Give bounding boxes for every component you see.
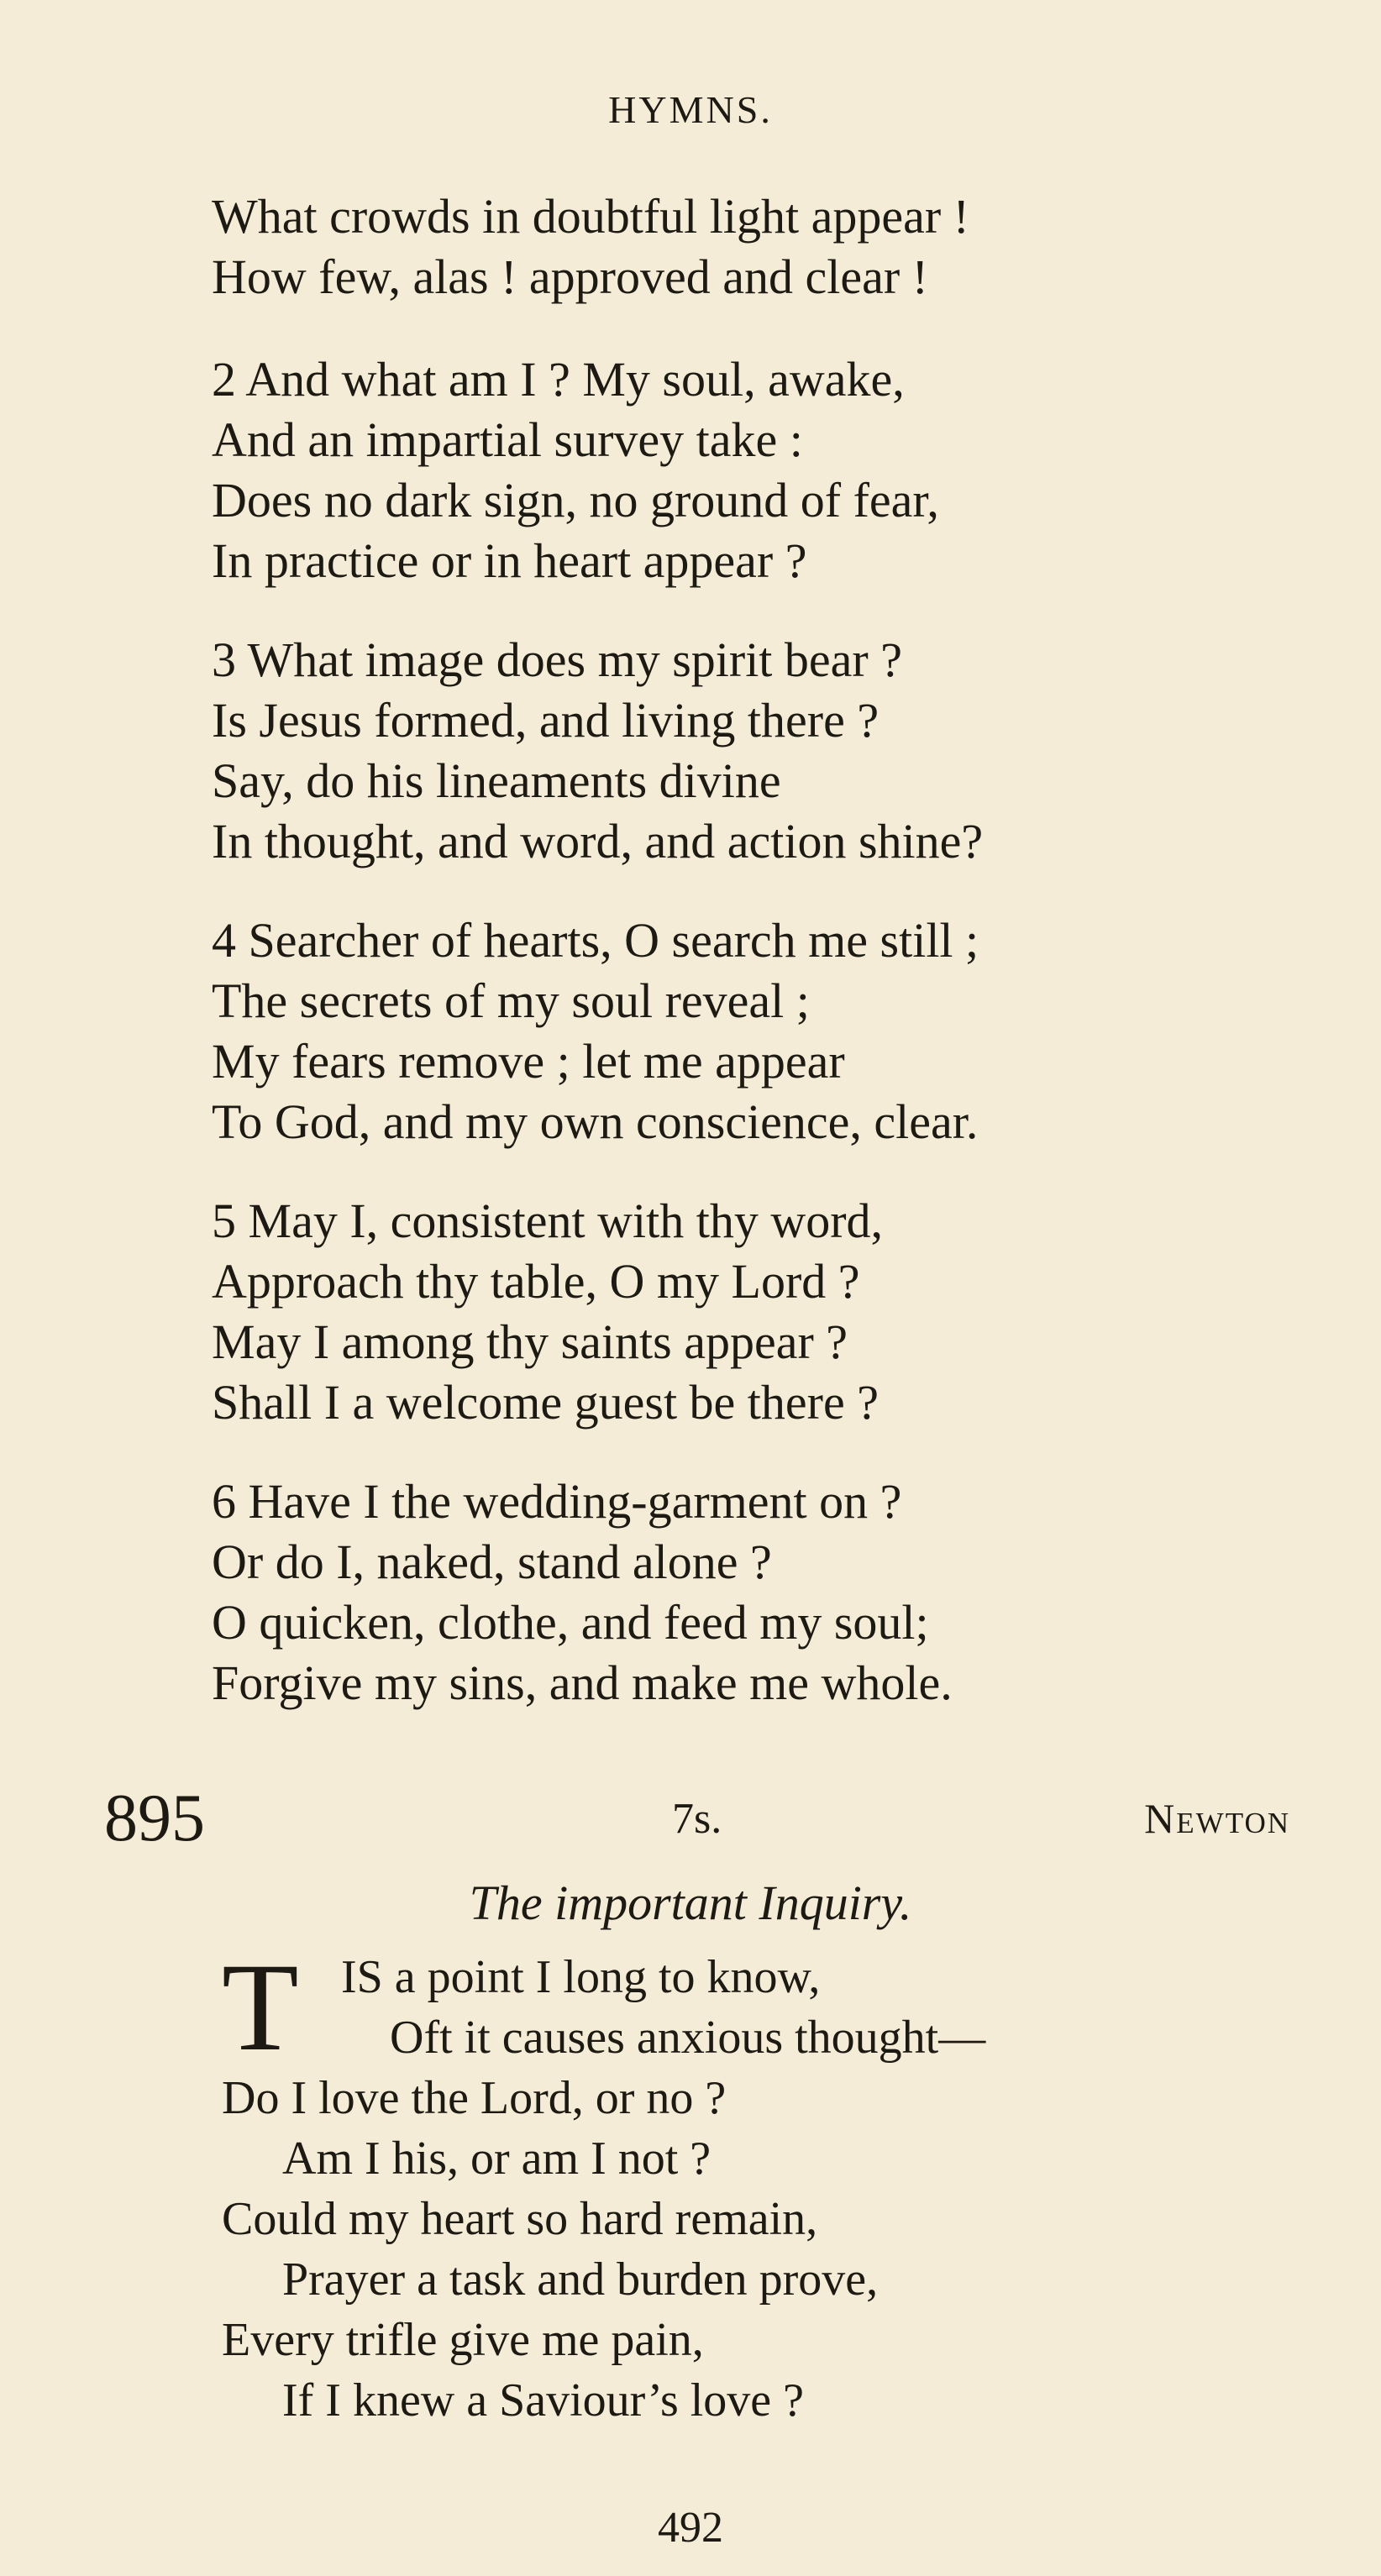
stanza-4 <box>212 910 979 1152</box>
verse-line: The secrets of my soul reveal ; <box>212 973 810 1028</box>
verse-line: If I knew a Saviour’s love ? <box>282 2374 805 2426</box>
hymn-meter: 7s. <box>672 1795 722 1843</box>
verse-line: Say, do his lineaments divine <box>212 753 781 808</box>
verse-line: O quicken, clothe, and feed my soul; <box>212 1595 929 1650</box>
stanza-2 <box>212 349 939 591</box>
verse-line: IS a point I long to know, <box>341 1951 821 2003</box>
verse-line: Is Jesus formed, and living there ? <box>212 693 880 748</box>
verse-line: Or do I, naked, stand alone ? <box>212 1535 772 1589</box>
verse-line: In thought, and word, and action shine? <box>212 814 984 868</box>
hymn-number: 895 <box>104 1781 205 1855</box>
verse-line: Approach thy table, O my Lord ? <box>212 1254 860 1309</box>
stanza-5 <box>212 1191 883 1433</box>
verse-line: 5 May I, consistent with thy word, <box>212 1194 884 1248</box>
stanza-6 <box>212 1472 953 1713</box>
hymn-title: The important Inquiry. <box>469 1876 912 1930</box>
verse-line: Am I his, or am I not ? <box>282 2133 712 2185</box>
verse-line: To God, and my own conscience, clear. <box>212 1094 979 1149</box>
verse-line: 3 What image does my spirit bear ? <box>212 632 902 687</box>
verse-line: My fears remove ; let me appear <box>212 1034 845 1089</box>
verse-line: How few, alas ! approved and clear ! <box>212 249 928 304</box>
verse-line: Do I love the Lord, or no ? <box>222 2072 727 2124</box>
verse-line: Could my heart so hard remain, <box>222 2193 818 2245</box>
verse-line: Oft it causes anxious thought— <box>390 2012 986 2064</box>
verse-line: Shall I a welcome guest be there ? <box>212 1375 879 1430</box>
page-number: 492 <box>658 2504 723 2552</box>
verse-line: Forgive my sins, and make me whole. <box>212 1655 953 1710</box>
verse-line: May I among thy saints appear ? <box>212 1314 848 1369</box>
running-header: HYMNS. <box>608 88 773 131</box>
drop-cap: T <box>222 1938 299 2077</box>
verse-line: 6 Have I the wedding-garment on ? <box>212 1474 902 1529</box>
verse-line: 4 Searcher of hearts, O search me still ; <box>212 913 979 968</box>
verse-line: What crowds in doubtful light appear ! <box>212 189 969 244</box>
verse-line: Does no dark sign, no ground of fear, <box>212 473 939 527</box>
verse-line: And an impartial survey take : <box>212 412 803 467</box>
verse-line: In practice or in heart appear ? <box>212 533 807 588</box>
verse-line: Every trifle give me pain, <box>222 2314 704 2366</box>
hymn-author: Newton <box>1144 1795 1290 1842</box>
verse-line: Prayer a task and burden prove, <box>282 2253 879 2306</box>
verse-line: 2 And what am I ? My soul, awake, <box>212 352 905 407</box>
stanza-3 <box>212 630 983 872</box>
hymn-heading <box>0 1781 1381 1856</box>
stanza-continuation <box>212 186 969 307</box>
